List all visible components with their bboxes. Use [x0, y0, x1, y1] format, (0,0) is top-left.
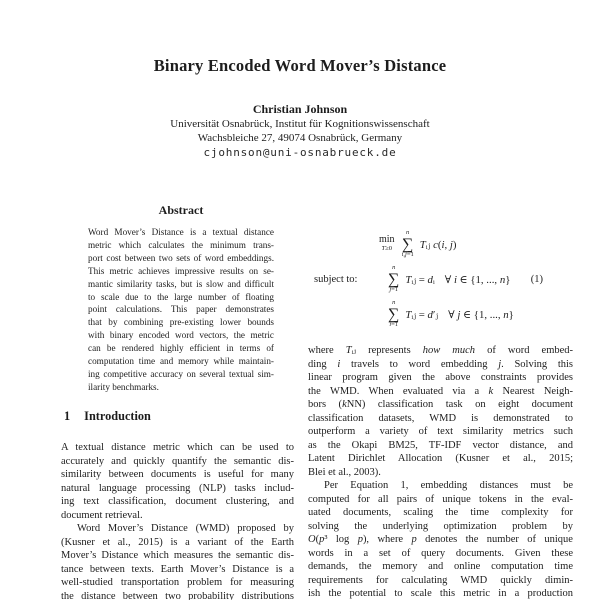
- text-line: demands, the memory and online computation time: [308, 561, 573, 572]
- text-line: linear program given the above constraints provides: [308, 372, 573, 383]
- abstract-text: [88, 226, 274, 394]
- paragraph: [308, 479, 573, 600]
- text-line: ing text classification, document clustering, and: [61, 496, 294, 507]
- introduction-text: [61, 441, 294, 600]
- text-line: with binary encoded word vectors, the metric: [88, 330, 274, 341]
- text-line: Blei et al., 2003).: [308, 466, 381, 478]
- text-line: as the Okapi BM25, TF-IDF vector distance, and: [308, 439, 573, 451]
- text-line: bors (kNN) classification task on eight document: [308, 399, 573, 410]
- text-line: the distance between two probability distributions: [61, 590, 294, 600]
- subject-to-label: subject to:: [314, 273, 358, 285]
- text-line: Per Equation 1, embedding distances must be: [324, 480, 573, 491]
- equation-objective-row: [308, 228, 573, 260]
- equation-constraint-2-row: [308, 298, 573, 330]
- text-line: ing competitive accuracy on several textual sim-: [88, 368, 274, 379]
- paragraph: [308, 344, 573, 479]
- text-line: the WMD. When evaluated via a k Nearest Neigh-: [308, 385, 573, 397]
- text-line: ding i travels to word embedding j. Solving this: [308, 358, 573, 370]
- author-email: cjohnson@uni-osnabrueck.de: [203, 146, 397, 159]
- author-name: Christian Johnson: [252, 102, 348, 116]
- text-line: uated documents, scaling the time complexity for: [308, 507, 573, 518]
- text-line: classification datasets, WMD is demonstrated to: [308, 412, 573, 424]
- text-line: solving the underlying optimization problem by: [308, 520, 573, 532]
- text-line: requirements for calculating WMD quickly dimin-: [308, 574, 573, 586]
- text-line: can be rendered highly efficient in terms of: [88, 343, 274, 354]
- text-line: computation time and memory while maintain-: [88, 356, 274, 367]
- text-line: document retrieval.: [61, 509, 143, 521]
- left-column: [61, 0, 294, 600]
- affiliation-line-1: Universität Osnabrück, Institut für Kognitionswissenschaft: [170, 118, 430, 130]
- equation-number: (1): [530, 273, 543, 285]
- constraint-1-expression: Tᵢⱼ = dᵢ: [405, 273, 435, 286]
- text-line: point calculations. This paper demonstrates: [88, 304, 274, 315]
- text-line: natural language processing (NLP) tasks includ-: [61, 482, 294, 494]
- text-line: Latent Dirichlet Allocation (Kusner et al., 2015;: [308, 453, 573, 464]
- right-column: [308, 0, 573, 600]
- section-title: Introduction: [84, 409, 151, 423]
- constraint-1-quantifier: ∀ i ∈ {1, ..., n}: [444, 273, 511, 286]
- text-line: Word Mover’s Distance is a textual distance: [88, 227, 274, 237]
- text-line: A textual distance metric which can be used to: [61, 442, 294, 453]
- min-operator: min T≥0: [379, 234, 395, 253]
- text-line: similarity between documents is useful for many: [61, 469, 294, 480]
- text-line: computed for all pairs of unique tokens in the eval-: [308, 493, 573, 505]
- text-line: tance between texts. Earth Mover’s Distance is a: [61, 563, 294, 575]
- text-line: mantic similarity tasks, but is slow and difficult: [88, 278, 274, 289]
- paper-title: Binary Encoded Word Mover’s Distance: [153, 56, 447, 75]
- constraint-2-expression: Tᵢⱼ = d′ⱼ: [405, 308, 439, 321]
- abstract-heading: Abstract: [158, 203, 204, 217]
- text-line: O(p³ log p), where p denotes the number of unique: [308, 534, 573, 545]
- text-line: Mover’s Distance which measures the semantic dis-: [61, 550, 294, 561]
- paragraph: [61, 522, 294, 600]
- text-line: port cost between two sets of word embeddings.: [88, 252, 274, 263]
- text-line: Word Mover’s Distance (WMD) proposed by: [77, 523, 294, 534]
- equation-constraint-1-row: [308, 263, 573, 295]
- summation-symbol: n ∑ j=1: [388, 264, 400, 293]
- equation-1: [308, 228, 573, 333]
- affiliation-line-2: Wachsbleiche 27, 49074 Osnabrück, Germany: [197, 132, 403, 144]
- text-line: (Kusner et al., 2015) is a variant of the Earth: [61, 536, 294, 548]
- text-line: ish the potential to scale this metric in a production: [308, 588, 573, 599]
- text-line: accurately and quickly quantify the semantic dis-: [61, 455, 294, 467]
- text-line: metric which calculates the minimum trans-: [88, 239, 274, 250]
- section-number: 1: [64, 409, 71, 423]
- section-heading-introduction: [64, 409, 151, 424]
- constraint-2-quantifier: ∀ j ∈ {1, ..., n}: [448, 308, 514, 321]
- text-line: This metric achieves impressive results on se-: [88, 265, 274, 276]
- text-line: that by combining pre-existing lower bounds: [88, 317, 274, 328]
- paragraph: [61, 441, 294, 522]
- summation-symbol: n ∑ i=1: [388, 299, 400, 328]
- right-column-text: [308, 344, 573, 600]
- text-line: where Tᵢⱼ represents how much of word embed-: [308, 345, 573, 356]
- text-line: ilarity benchmarks.: [88, 381, 159, 392]
- text-line: well-studied transportation problem for measuring: [61, 577, 294, 588]
- text-line: outperform a variety of text similarity metrics such: [308, 426, 573, 437]
- text-line: to scale due to the large number of floating: [88, 291, 274, 302]
- text-line: words in a set of query documents. Given these: [308, 547, 573, 559]
- objective-expression: Tᵢⱼ c(i, j): [419, 238, 457, 251]
- summation-symbol: n ∑ i,j=1: [401, 229, 414, 258]
